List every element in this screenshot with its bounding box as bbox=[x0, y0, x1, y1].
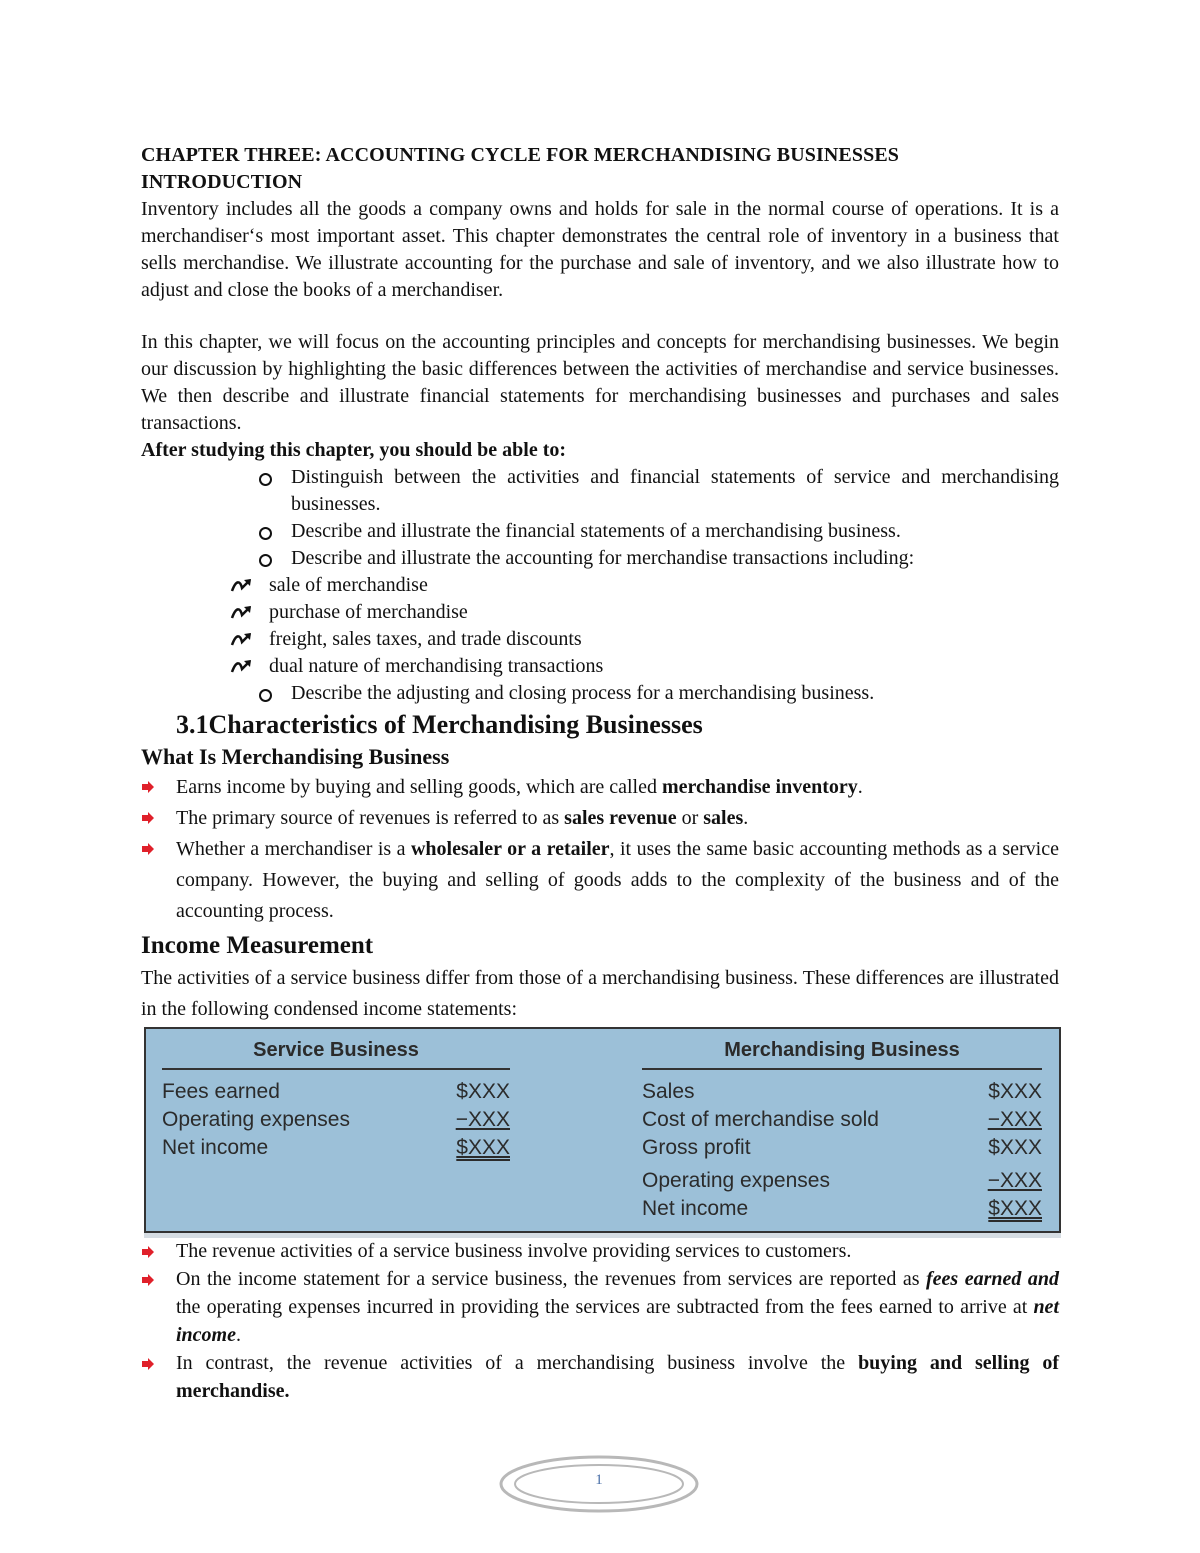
chapter-title: CHAPTER THREE: ACCOUNTING CYCLE FOR MERCHANDISING BUSINESSES bbox=[141, 144, 899, 166]
section-3-1-heading: 3.1Characteristics of Merchandising Businesses bbox=[176, 710, 703, 739]
red-arrow-bullet-icon bbox=[141, 1274, 155, 1286]
service-vs-merchandising-notes bbox=[141, 1237, 1059, 1405]
circle-bullet-icon bbox=[259, 554, 272, 567]
objective-item: Describe the adjusting and closing process for a merchandising business. bbox=[291, 680, 1059, 707]
objectives-intro: After studying this chapter, you should be able to: bbox=[141, 439, 567, 461]
service-business-title: Service Business bbox=[162, 1039, 510, 1070]
circle-bullet-icon bbox=[259, 473, 272, 486]
bullet-item: On the income statement for a service business, the revenues from services are reported as fees earned and the operating expenses incurred in providing the services are subtracted from the fees earned to arrive at net income. bbox=[176, 1265, 1059, 1349]
merchandising-business-statement bbox=[642, 1039, 1042, 1223]
statement-row: Net income $XXX bbox=[642, 1197, 1042, 1220]
bullet-item: Whether a merchandiser is a wholesaler or a retailer, it uses the same basic accounting methods as a service company. However, the buying and selling of goods adds to the complexity of the business and of the accounting process. bbox=[176, 834, 1059, 927]
bullet-item: The revenue activities of a service business involve providing services to customers. bbox=[176, 1237, 1059, 1265]
red-arrow-bullet-icon bbox=[141, 1358, 155, 1370]
intro-paragraph: Inventory includes all the goods a company owns and holds for sale in the normal course of operations. It is a merchandiser‘s most important asset. This chapter demonstrates the central role of inventory in a business that sells merchandise. We illustrate accounting for the purchase and sale of inventory, and we also illustrate how to adjust and close the books of a merchandiser. bbox=[141, 198, 1059, 301]
red-arrow-bullet-icon bbox=[141, 843, 155, 855]
sub-objective-item: purchase of merchandise bbox=[269, 599, 1059, 626]
statement-row: Sales $XXX bbox=[642, 1080, 1042, 1103]
statement-row: Gross profit $XXX bbox=[642, 1136, 1042, 1159]
merchandising-bullets bbox=[141, 772, 1059, 927]
curved-arrow-icon bbox=[229, 603, 255, 621]
focus-paragraph: In this chapter, we will focus on the accounting principles and concepts for merchandising businesses. We begin our discussion by highlighting the basic differences between the activities of merchandise and service businesses. We then describe and illustrate financial statements for merchandising businesses and purchases and sales transactions. bbox=[141, 331, 1059, 434]
objective-item: Distinguish between the activities and financial statements of service and merchandising businesses. bbox=[291, 464, 1059, 518]
sub-objective-item: freight, sales taxes, and trade discounts bbox=[269, 626, 1059, 653]
objectives-list-continued bbox=[141, 680, 1059, 707]
document-body bbox=[141, 142, 1059, 1025]
red-arrow-bullet-icon bbox=[141, 1246, 155, 1258]
sub-objective-item: dual nature of merchandising transactions bbox=[269, 653, 1059, 680]
objective-item: Describe and illustrate the financial statements of a merchandising business. bbox=[291, 518, 1059, 545]
objectives-list bbox=[141, 464, 1059, 572]
statement-row: Operating expenses −XXX bbox=[162, 1108, 510, 1131]
curved-arrow-icon bbox=[229, 657, 255, 675]
condensed-income-statements-figure bbox=[144, 1027, 1061, 1233]
introduction-heading: INTRODUCTION bbox=[141, 171, 303, 193]
red-arrow-bullet-icon bbox=[141, 812, 155, 824]
curved-arrow-icon bbox=[229, 576, 255, 594]
objective-item: Describe and illustrate the accounting for merchandise transactions including: bbox=[291, 545, 1059, 572]
bullet-item: Earns income by buying and selling goods, which are called merchandise inventory. bbox=[176, 772, 1059, 803]
income-measurement-heading: Income Measurement bbox=[141, 932, 374, 959]
what-is-heading: What Is Merchandising Business bbox=[141, 744, 450, 769]
statement-row: Net income $XXX bbox=[162, 1136, 510, 1159]
bullet-item: In contrast, the revenue activities of a merchandising business involve the buying and selling of merchandise. bbox=[176, 1349, 1059, 1405]
merchandising-business-title: Merchandising Business bbox=[642, 1039, 1042, 1070]
circle-bullet-icon bbox=[259, 689, 272, 702]
statement-row: Fees earned $XXX bbox=[162, 1080, 510, 1103]
notes-bullets bbox=[141, 1237, 1059, 1405]
bullet-item: The primary source of revenues is referred to as sales revenue or sales. bbox=[176, 803, 1059, 834]
page-footer bbox=[498, 1454, 700, 1514]
sub-objective-item: sale of merchandise bbox=[269, 572, 1059, 599]
service-business-statement bbox=[162, 1039, 510, 1162]
circle-bullet-icon bbox=[259, 527, 272, 540]
red-arrow-bullet-icon bbox=[141, 781, 155, 793]
sub-objectives-list bbox=[141, 572, 1059, 680]
income-paragraph: The activities of a service business differ from those of a merchandising business. These differences are illustrated in the following condensed income statements: bbox=[141, 967, 1059, 1020]
curved-arrow-icon bbox=[229, 630, 255, 648]
statement-row: Cost of merchandise sold −XXX bbox=[642, 1108, 1042, 1131]
page-number: 1 bbox=[595, 1472, 603, 1488]
statement-row: Operating expenses −XXX bbox=[642, 1169, 1042, 1192]
